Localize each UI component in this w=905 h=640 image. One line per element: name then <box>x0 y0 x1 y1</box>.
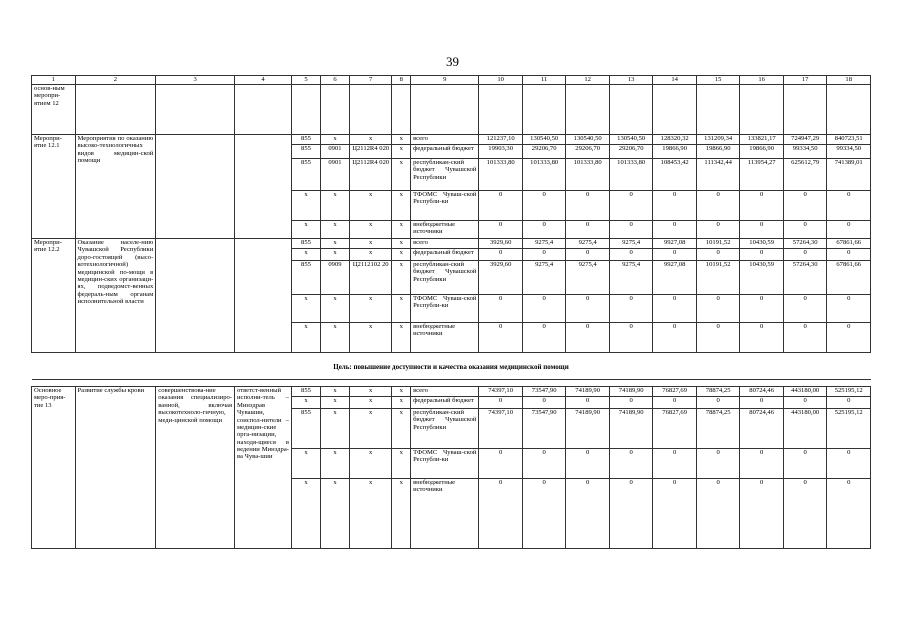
amount-cell: 0 <box>479 449 523 479</box>
amount-cell: 840723,51 <box>827 135 871 145</box>
col-header: 15 <box>696 76 740 85</box>
amount-cell: 78874,25 <box>696 409 740 449</box>
budget-code: х <box>392 249 411 261</box>
budget-code: х <box>320 479 349 549</box>
amount-cell: 0 <box>522 323 566 353</box>
amount-cell: 74189,90 <box>609 409 653 449</box>
amount-cell: 113954,27 <box>740 159 784 191</box>
amount-cell: 0 <box>522 479 566 549</box>
amount-cell: 0 <box>827 191 871 221</box>
budget-code: х <box>392 449 411 479</box>
amount-cell: 0 <box>522 249 566 261</box>
amount-cell: 0 <box>653 221 697 239</box>
budget-code: х <box>349 449 391 479</box>
amount-cell: 0 <box>740 449 784 479</box>
amount-cell: 74397,10 <box>479 409 523 449</box>
funding-source: федеральный бюджет <box>411 249 479 261</box>
col-header: 9 <box>411 76 479 85</box>
measure-responsible: ответст-венный исполни-тель – Минздрав Чувашии, соиспол-нители – медицин-ские орга-низации, находя-щиеся в ведении Минздра-ва Чува-шии <box>235 387 292 549</box>
budget-code: х <box>349 409 391 449</box>
amount-cell: 525195,12 <box>827 409 871 449</box>
amount-cell: 10430,59 <box>740 261 784 295</box>
budget-code: х <box>320 397 349 409</box>
amount-cell: 0 <box>783 323 827 353</box>
measure-title: Развитие службы крови <box>75 387 156 549</box>
budget-code: х <box>392 261 411 295</box>
goal-row <box>32 353 871 380</box>
amount-cell: 0 <box>696 397 740 409</box>
amount-cell: 99334,50 <box>783 145 827 159</box>
budget-code: 855 <box>291 387 320 397</box>
budget-code: х <box>320 323 349 353</box>
amount-cell: 0 <box>566 323 610 353</box>
amount-cell: 29206,70 <box>566 145 610 159</box>
measure-title: Мероприятия по оказанию высоко-технологичных видов медицин-ской помощи <box>75 135 156 239</box>
amount-cell: 0 <box>740 249 784 261</box>
budget-code: х <box>320 221 349 239</box>
budget-code: Ц2112R4 020 <box>349 145 391 159</box>
amount-cell: 130540,50 <box>566 135 610 145</box>
amount-cell: 0 <box>609 191 653 221</box>
col-header: 7 <box>349 76 391 85</box>
col-header: 6 <box>320 76 349 85</box>
amount-cell: 0 <box>696 449 740 479</box>
budget-code: х <box>392 145 411 159</box>
amount-cell: 128320,32 <box>653 135 697 145</box>
amount-cell: 74397,10 <box>479 387 523 397</box>
col-header: 16 <box>740 76 784 85</box>
amount-cell: 0 <box>566 191 610 221</box>
column-number-row <box>32 76 871 85</box>
amount-cell: 0 <box>522 449 566 479</box>
amount-cell: 0 <box>566 479 610 549</box>
funding-source: ТФОМС Чуваш-ской Республи-ки <box>411 295 479 323</box>
amount-cell: 80724,46 <box>740 387 784 397</box>
amount-cell: 9275,4 <box>609 261 653 295</box>
amount-cell: 0 <box>479 323 523 353</box>
budget-code: х <box>291 191 320 221</box>
spacer-row <box>32 380 871 387</box>
amount-cell: 0 <box>479 221 523 239</box>
budget-code: х <box>320 249 349 261</box>
amount-cell: 0 <box>566 397 610 409</box>
budget-code: х <box>349 479 391 549</box>
budget-code: х <box>392 239 411 249</box>
amount-cell: 19866,90 <box>696 145 740 159</box>
table-row <box>32 387 871 397</box>
budget-code: х <box>291 479 320 549</box>
amount-cell: 0 <box>609 479 653 549</box>
budget-code: х <box>291 221 320 239</box>
amount-cell: 0 <box>479 479 523 549</box>
budget-code: х <box>320 449 349 479</box>
budget-code: х <box>392 135 411 145</box>
budget-code: 0909 <box>320 261 349 295</box>
budget-code: х <box>291 295 320 323</box>
amount-cell: 10191,52 <box>696 239 740 249</box>
amount-cell: 74189,90 <box>566 387 610 397</box>
budget-code: х <box>392 397 411 409</box>
measure-name: Меропри-ятие 12.1 <box>32 135 76 239</box>
amount-cell: 29206,70 <box>522 145 566 159</box>
amount-cell: 99334,50 <box>827 145 871 159</box>
col-header: 5 <box>291 76 320 85</box>
continuation-row <box>32 85 871 135</box>
amount-cell: 0 <box>740 295 784 323</box>
amount-cell: 130540,50 <box>609 135 653 145</box>
table-row <box>32 135 871 145</box>
amount-cell: 525195,12 <box>827 387 871 397</box>
funding-source: внебюджетные источники <box>411 221 479 239</box>
measure-name: Меропри-ятие 12.2 <box>32 239 76 353</box>
amount-cell: 741389,01 <box>827 159 871 191</box>
amount-cell: 67861,66 <box>827 239 871 249</box>
funding-source: федеральный бюджет <box>411 397 479 409</box>
amount-cell: 0 <box>740 397 784 409</box>
amount-cell: 0 <box>740 191 784 221</box>
col-header: 3 <box>156 76 235 85</box>
amount-cell: 78874,25 <box>696 387 740 397</box>
budget-code: х <box>392 479 411 549</box>
amount-cell: 76827,69 <box>653 387 697 397</box>
amount-cell: 0 <box>696 221 740 239</box>
funding-source: внебюджетные источники <box>411 479 479 549</box>
budget-code: х <box>291 397 320 409</box>
col-header: 2 <box>75 76 156 85</box>
amount-cell: 74189,90 <box>609 387 653 397</box>
amount-cell: 9275,4 <box>522 239 566 249</box>
amount-cell: 443180,00 <box>783 409 827 449</box>
amount-cell: 625612,79 <box>783 159 827 191</box>
budget-code: х <box>320 387 349 397</box>
amount-cell: 0 <box>479 249 523 261</box>
budget-code: Ц2112102 20 <box>349 261 391 295</box>
amount-cell: 29206,70 <box>609 145 653 159</box>
budget-code: х <box>349 387 391 397</box>
funding-source: ТФОМС Чуваш-ской Республи-ки <box>411 191 479 221</box>
amount-cell: 0 <box>609 221 653 239</box>
amount-cell: 0 <box>653 323 697 353</box>
budget-code: х <box>349 221 391 239</box>
budget-code: х <box>392 387 411 397</box>
amount-cell: 9275,4 <box>522 261 566 295</box>
page-number: 39 <box>446 54 459 69</box>
col-header: 1 <box>32 76 76 85</box>
budget-code: 855 <box>291 409 320 449</box>
measure-result: совершенствова-ние оказания специализиро-ванной, включая высокотехноло-гичную, меди-цинской помощи <box>156 387 235 549</box>
budget-code: х <box>291 249 320 261</box>
amount-cell: 0 <box>740 479 784 549</box>
amount-cell: 0 <box>609 295 653 323</box>
funding-source: федеральный бюджет <box>411 145 479 159</box>
amount-cell: 0 <box>566 449 610 479</box>
amount-cell: 0 <box>783 449 827 479</box>
amount-cell: 76827,69 <box>653 409 697 449</box>
budget-code: х <box>392 295 411 323</box>
funding-source: внебюджетные источники <box>411 323 479 353</box>
funding-source: всего <box>411 239 479 249</box>
col-header: 10 <box>479 76 523 85</box>
measure-responsible <box>235 239 292 353</box>
col-header: 18 <box>827 76 871 85</box>
amount-cell: 111342,44 <box>696 159 740 191</box>
amount-cell: 0 <box>653 397 697 409</box>
budget-code: х <box>291 449 320 479</box>
budget-code: х <box>320 295 349 323</box>
amount-cell: 101333,80 <box>522 159 566 191</box>
amount-cell: 0 <box>566 221 610 239</box>
amount-cell: 0 <box>696 323 740 353</box>
amount-cell: 0 <box>827 479 871 549</box>
budget-code: х <box>320 135 349 145</box>
amount-cell: 0 <box>653 249 697 261</box>
amount-cell: 9275,4 <box>566 261 610 295</box>
funding-source: всего <box>411 387 479 397</box>
amount-cell: 0 <box>653 479 697 549</box>
amount-cell: 131209,34 <box>696 135 740 145</box>
amount-cell: 724947,29 <box>783 135 827 145</box>
goal-text: Цель: повышение доступности и качества оказания медицинской помощи <box>32 353 871 380</box>
amount-cell: 0 <box>783 397 827 409</box>
col-header: 8 <box>392 76 411 85</box>
funding-source: республикан-ский бюджет Чувашской Республики <box>411 261 479 295</box>
budget-code: х <box>392 159 411 191</box>
amount-cell: 9275,4 <box>566 239 610 249</box>
funding-source: республикан-ский бюджет Чувашской Республики <box>411 409 479 449</box>
amount-cell: 0 <box>609 323 653 353</box>
budget-code: 855 <box>291 145 320 159</box>
col-header: 12 <box>566 76 610 85</box>
amount-cell: 0 <box>609 249 653 261</box>
funding-source: ТФОМС Чуваш-ской Республи-ки <box>411 449 479 479</box>
amount-cell: 0 <box>522 221 566 239</box>
col-header: 4 <box>235 76 292 85</box>
budget-code: Ц2112R4 020 <box>349 159 391 191</box>
col-header: 14 <box>653 76 697 85</box>
budget-code: х <box>349 249 391 261</box>
measure-result <box>156 135 235 239</box>
amount-cell: 9927,08 <box>653 261 697 295</box>
amount-cell: 0 <box>522 397 566 409</box>
col-header: 11 <box>522 76 566 85</box>
budget-code: 855 <box>291 135 320 145</box>
budget-code: х <box>392 191 411 221</box>
amount-cell: 74189,90 <box>566 409 610 449</box>
budget-code: х <box>349 323 391 353</box>
amount-cell: 0 <box>479 397 523 409</box>
amount-cell: 3929,60 <box>479 261 523 295</box>
amount-cell: 0 <box>783 249 827 261</box>
amount-cell: 443180,00 <box>783 387 827 397</box>
amount-cell: 0 <box>609 449 653 479</box>
measure-responsible <box>235 135 292 239</box>
budget-code: х <box>392 409 411 449</box>
amount-cell: 0 <box>827 295 871 323</box>
amount-cell: 19866,90 <box>740 145 784 159</box>
amount-cell: 80724,46 <box>740 409 784 449</box>
amount-cell: 73547,90 <box>522 409 566 449</box>
budget-code: х <box>291 323 320 353</box>
amount-cell: 101333,80 <box>609 159 653 191</box>
amount-cell: 10430,59 <box>740 239 784 249</box>
budget-code: х <box>392 323 411 353</box>
budget-code: х <box>320 191 349 221</box>
amount-cell: 0 <box>783 479 827 549</box>
amount-cell: 0 <box>740 221 784 239</box>
amount-cell: 19866,90 <box>653 145 697 159</box>
amount-cell: 121237,10 <box>479 135 523 145</box>
amount-cell: 0 <box>783 295 827 323</box>
amount-cell: 57264,30 <box>783 239 827 249</box>
budget-code: х <box>392 221 411 239</box>
col-header: 17 <box>783 76 827 85</box>
amount-cell: 67861,66 <box>827 261 871 295</box>
continued-measure-label: основ-ным меропри-ятием 12 <box>32 85 76 135</box>
measure-name: Основное меро-прия-тие 13 <box>32 387 76 549</box>
budget-code: 855 <box>291 239 320 249</box>
amount-cell: 101333,80 <box>566 159 610 191</box>
amount-cell: 133821,17 <box>740 135 784 145</box>
budget-code: х <box>349 397 391 409</box>
amount-cell: 0 <box>740 323 784 353</box>
amount-cell: 130540,50 <box>522 135 566 145</box>
amount-cell: 0 <box>653 449 697 479</box>
amount-cell: 0 <box>522 191 566 221</box>
amount-cell: 0 <box>827 323 871 353</box>
amount-cell: 0 <box>696 249 740 261</box>
measure-result <box>156 239 235 353</box>
amount-cell: 19903,30 <box>479 145 523 159</box>
amount-cell: 0 <box>827 249 871 261</box>
budget-code: 0901 <box>320 159 349 191</box>
budget-code: х <box>349 135 391 145</box>
amount-cell: 0 <box>566 249 610 261</box>
amount-cell: 0 <box>696 295 740 323</box>
amount-cell: 0 <box>696 191 740 221</box>
amount-cell: 0 <box>653 295 697 323</box>
amount-cell: 0 <box>479 191 523 221</box>
amount-cell: 9275,4 <box>609 239 653 249</box>
amount-cell: 0 <box>827 449 871 479</box>
amount-cell: 0 <box>566 295 610 323</box>
amount-cell: 0 <box>522 295 566 323</box>
budget-code: х <box>349 191 391 221</box>
amount-cell: 0 <box>783 191 827 221</box>
budget-code: х <box>320 239 349 249</box>
amount-cell: 9927,08 <box>653 239 697 249</box>
budget-code: 855 <box>291 159 320 191</box>
amount-cell: 108453,42 <box>653 159 697 191</box>
amount-cell: 3929,60 <box>479 239 523 249</box>
amount-cell: 0 <box>827 397 871 409</box>
amount-cell: 73547,90 <box>522 387 566 397</box>
amount-cell: 10191,52 <box>696 261 740 295</box>
amount-cell: 0 <box>609 397 653 409</box>
measure-title: Оказание населе-нию Чувашской Республики доро-гостоящей (высо-котехнологичной) медицинской по-мощи в медицин-ских организаци-ях, подведомст-венных федераль-ным органам исполнительной власти <box>75 239 156 353</box>
budget-code: 855 <box>291 261 320 295</box>
budget-table <box>31 75 871 549</box>
amount-cell: 0 <box>783 221 827 239</box>
amount-cell: 101333,80 <box>479 159 523 191</box>
amount-cell: 0 <box>696 479 740 549</box>
budget-code: х <box>320 409 349 449</box>
budget-code: 0901 <box>320 145 349 159</box>
amount-cell: 57264,30 <box>783 261 827 295</box>
funding-source: всего <box>411 135 479 145</box>
amount-cell: 0 <box>653 191 697 221</box>
table-row <box>32 239 871 249</box>
funding-source: республикан-ский бюджет Чувашской Республики <box>411 159 479 191</box>
amount-cell: 0 <box>827 221 871 239</box>
amount-cell: 0 <box>479 295 523 323</box>
col-header: 13 <box>609 76 653 85</box>
budget-code: х <box>349 239 391 249</box>
budget-code: х <box>349 295 391 323</box>
